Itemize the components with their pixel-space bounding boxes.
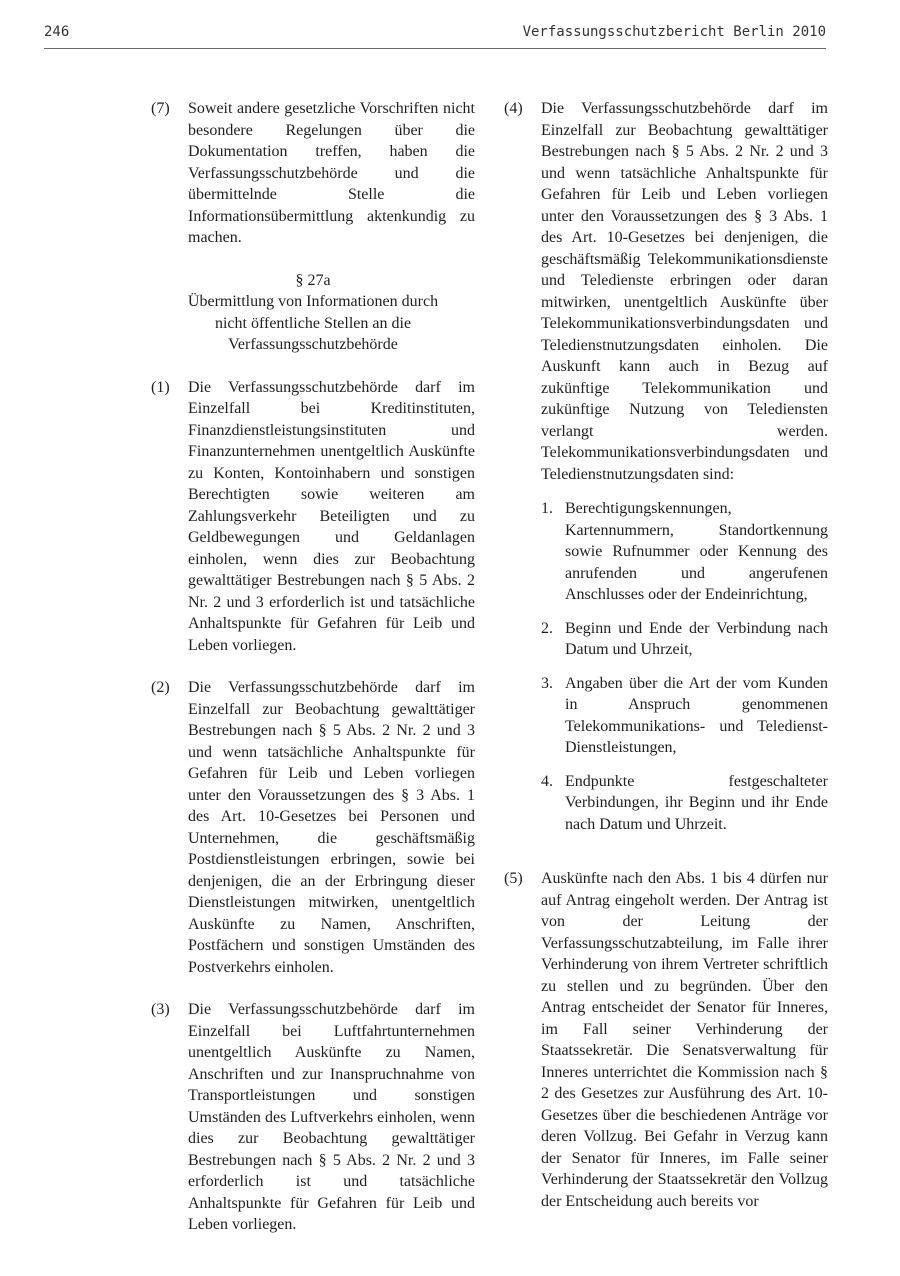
section-heading bbox=[151, 270, 475, 356]
list-item-number: 3. bbox=[541, 674, 553, 692]
list-item-text: Angaben über die Art der vom Kunden in Anspruch genommenen Telekommunikations- und Teledienst-Dienstleistungen, bbox=[565, 674, 828, 756]
list-item-text: Berechtigungskennungen, Kartennummern, Standortkennung sowie Rufnummer oder Kennung des anrufenden und angerufenen Anschlusses oder der Endeinrichtung, bbox=[565, 500, 828, 603]
page-header bbox=[44, 22, 826, 49]
section-title-line: Übermittlung von Informationen durch bbox=[187, 293, 439, 310]
list-item-text: Endpunkte festgeschalteter Verbindungen, ihr Beginn und ihr Ende nach Datum und Uhrzeit. bbox=[565, 772, 828, 833]
list-item-number: 1. bbox=[541, 500, 553, 517]
paragraph-number: (1) bbox=[151, 378, 170, 396]
paragraph-number: (7) bbox=[151, 100, 170, 117]
list-item-number: 4. bbox=[541, 772, 553, 790]
list-item-number: 2. bbox=[541, 619, 553, 637]
list-item bbox=[541, 498, 828, 606]
paragraph-number: (5) bbox=[504, 870, 523, 887]
paragraph-body bbox=[541, 98, 828, 847]
paragraph-number: (4) bbox=[504, 100, 523, 117]
paragraph-text: Die Verfassungsschutzbehörde darf im Einzelfall bei Luftfahrtunternehmen unentgeltlich Auskünfte zu Namen, Anschriften und zur Inanspruchnahme von Transportleistungen und sonstigen Umständen des Luftverkehrs einholen, wenn dies zur Beobachtung gewalttätiger Bestrebungen nach § 5 Abs. 2 Nr. 2 und 3 erforderlich ist und tatsächliche Anhaltspunkte für Gefahren für Leib und Leben vorliegen. bbox=[188, 1001, 475, 1233]
paragraph-text: Auskünfte nach den Abs. 1 bis 4 dürfen nur auf Antrag eingeholt werden. Der Antrag ist von der Leitung der Verfassungsschutzabteilung, im Falle ihrer Verhinderung von ihrem Vertreter schriftlich zu stellen und zu begründen. Über den Antrag entscheidet der Senator für Inneres, im Fall seiner Verhinderung der Staatssekretär. Die Senatsverwaltung für Inneres unterrichtet die Kommission nach § 2 des Gesetzes zur Ausführung des Art. 10-Gesetzes über die beschiedenen Anträge vor deren Vollzug. Bei Gefahr in Verzug kann der Senator für Inneres, im Falle seiner Verhinderung der Staatssekretär den Vollzug der Entscheidung auch bereits vor bbox=[541, 870, 828, 1210]
running-header-title: Verfassungsschutzbericht Berlin 2010 bbox=[522, 24, 826, 40]
paragraph-text: Die Verfassungsschutzbehörde darf im Einzelfall bei Kreditinstituten, Finanzdienstleistungsinstituten und Finanzunternehmen unentgeltlich Auskünfte zu Konten, Kontoinhabern und sonstigen Berechtigten sowie weiteren am Zahlungsverkehr Beteiligten und zu Geldbewegungen und Geldanlagen einholen, wenn dies zur Beobachtung gewalttätiger Bestrebungen nach § 5 Abs. 2 Nr. 2 und 3 erforderlich ist und tatsächliche Anhaltspunkte für Gefahren für Leib und Leben vorliegen. bbox=[188, 378, 475, 654]
paragraph-text: Die Verfassungsschutzbehörde darf im Einzelfall zur Beobachtung gewalttätiger Bestrebungen nach § 5 Abs. 2 Nr. 2 und 3 und wenn tatsächliche Anhaltspunkte für Gefahren für Leib und Leben vorliegen unter den Voraussetzungen des § 3 Abs. 1 des Art. 10-Gesetzes bei Personen und Unternehmen, die geschäftsmäßig Postdienstleistungen erbringen, sowie bei denjenigen, die an der Erbringung dieser Dienstleistungen mitwirken, unentgeltlich Auskünfte zu Namen, Anschriften, Postfächern und sonstigen Umständen des Postverkehrs einholen. bbox=[188, 679, 475, 976]
numbered-list bbox=[541, 498, 828, 835]
right-column bbox=[504, 98, 828, 1233]
page-number: 246 bbox=[44, 24, 70, 40]
list-item bbox=[541, 771, 828, 836]
paragraph-text: Die Verfassungsschutzbehörde darf im Einzelfall zur Beobachtung gewalttätiger Bestrebungen nach § 5 Abs. 2 Nr. 2 und 3 und wenn tatsächliche Anhaltspunkte für Gefahren für Leib und Leben vorliegen unter den Voraussetzungen des § 3 Abs. 1 des Art. 10-Gesetzes bei denjenigen, die geschäftsmäßig Telekommunikationsdienste und Teledienste erbringen oder daran mitwirken, unentgeltlich Auskünfte über Telekommunikationsverbindungsdaten und Teledienstnutzungsdaten einholen. Die Auskunft kann auch in Bezug auf zukünftige Telekommunikation und zukünftige Nutzung von Telediensten verlangt werden. Telekommunikationsverbindungsdaten und Teledienstnutzungsdaten sind: bbox=[541, 100, 828, 483]
paragraph-number: (2) bbox=[151, 679, 170, 696]
left-column bbox=[151, 98, 475, 1257]
paragraph-number: (3) bbox=[151, 1001, 170, 1018]
paragraph-4 bbox=[504, 98, 828, 847]
paragraph-1 bbox=[151, 377, 475, 657]
paragraph-5 bbox=[504, 868, 828, 1212]
section-title-line: nicht öffentliche Stellen an die bbox=[214, 314, 412, 332]
list-item bbox=[541, 673, 828, 759]
paragraph-2 bbox=[151, 677, 475, 978]
paragraph-3 bbox=[151, 999, 475, 1236]
list-item bbox=[541, 618, 828, 661]
paragraph-text: Soweit andere gesetzliche Vorschriften nicht besondere Regelungen über die Dokumentation treffen, haben die Verfassungsschutzbehörde und die übermittelnde Stelle die Informationsübermittlung aktenkundig zu machen. bbox=[188, 100, 475, 246]
list-item-text: Beginn und Ende der Verbindung nach Datum und Uhrzeit, bbox=[565, 619, 828, 658]
section-number: § 27a bbox=[295, 271, 331, 289]
section-title-line: Verfassungsschutzbehörde bbox=[228, 336, 398, 353]
paragraph-7 bbox=[151, 98, 475, 249]
